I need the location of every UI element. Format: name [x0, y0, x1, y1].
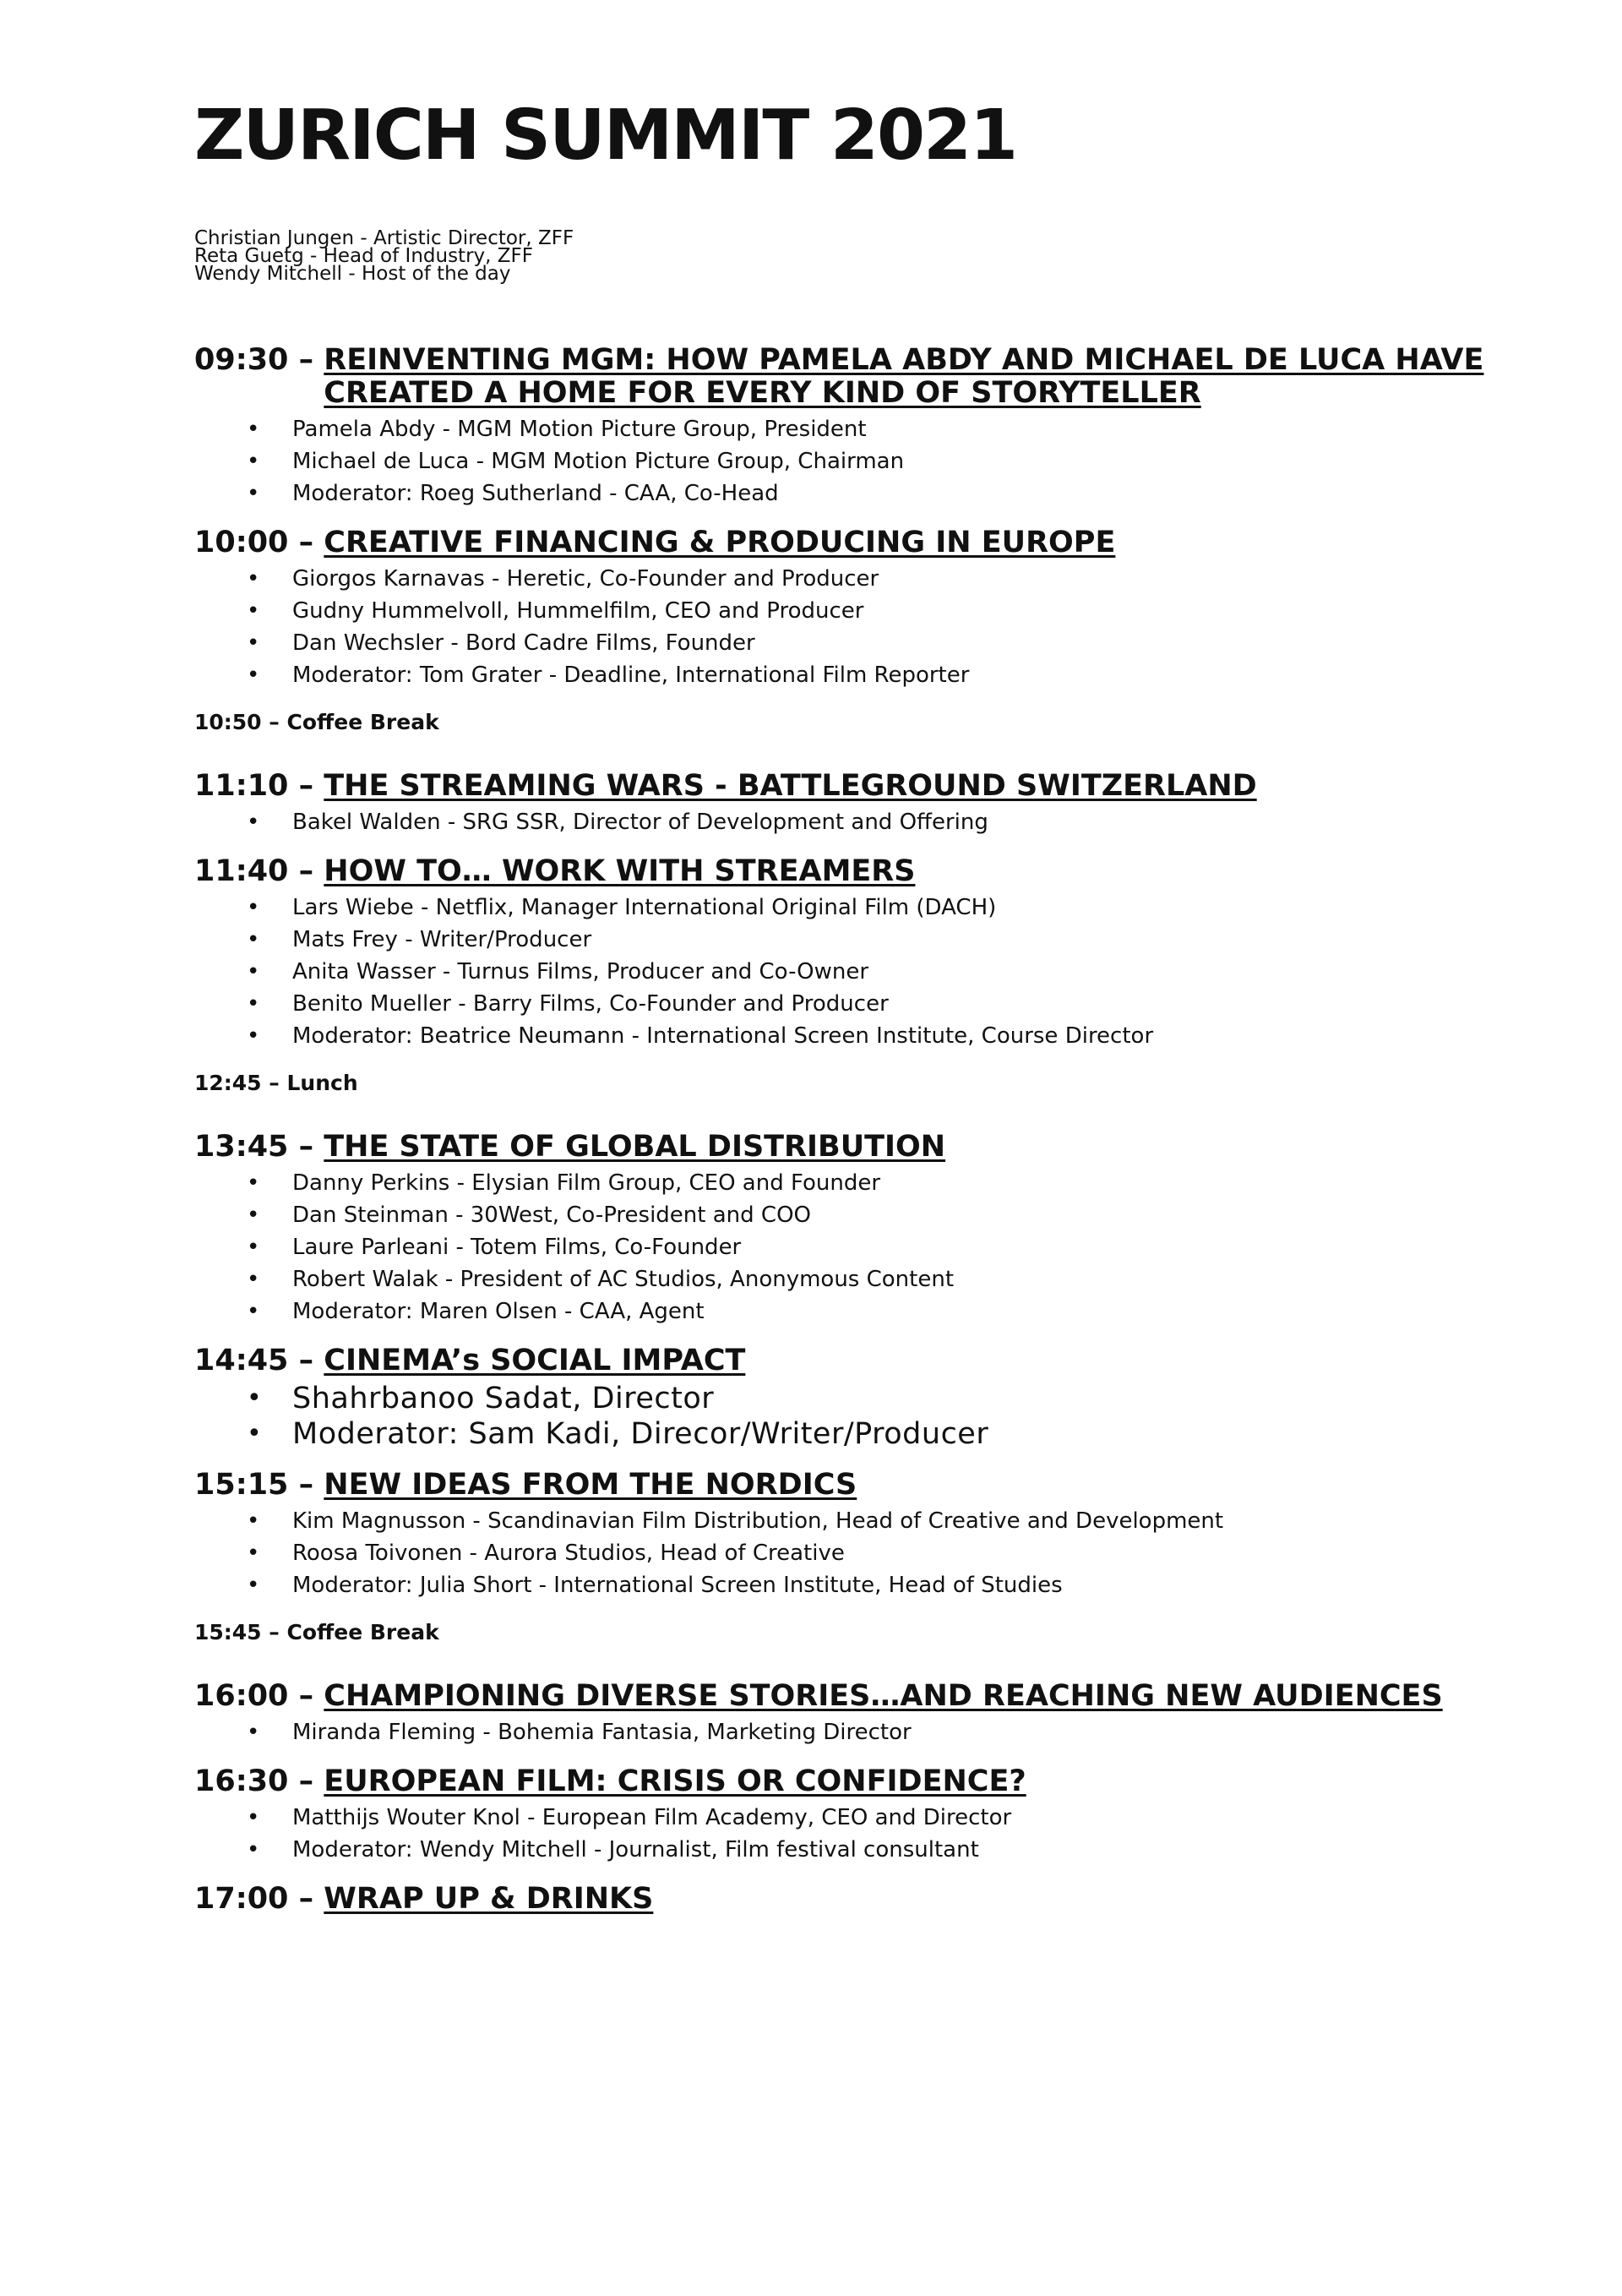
session-time: 15:15 — [194, 1468, 289, 1502]
session-title: CHAMPIONING DIVERSE STORIES…AND REACHING NEW AUDIENCES — [324, 1679, 1443, 1713]
time-separator: – — [288, 1344, 324, 1377]
hosts-block — [194, 227, 1512, 285]
speaker-list — [194, 1716, 1512, 1748]
speaker-item — [194, 477, 1512, 510]
speaker-item — [194, 1416, 1512, 1452]
session-title: WRAP UP & DRINKS — [324, 1882, 654, 1916]
session-heading — [194, 1765, 1512, 1798]
speaker-item — [194, 1020, 1512, 1052]
speaker-text: Michael de Luca - MGM Motion Picture Group, Chairman — [292, 449, 905, 474]
speaker-text: Gudny Hummelvoll, Hummelfilm, CEO and Producer — [292, 598, 864, 624]
session-title: REINVENTING MGM: HOW PAMELA ABDY AND MICHAEL DE LUCA HAVE CREATED A HOME FOR EVERY KIND OF STORYTELLER — [324, 343, 1484, 410]
session — [194, 1131, 1512, 1328]
session — [194, 1344, 1512, 1452]
time-separator: – — [288, 1679, 324, 1713]
time-separator: – — [288, 854, 324, 888]
bullet-icon: • — [247, 959, 260, 984]
speaker-text: Moderator: Tom Grater - Deadline, International Film Reporter — [292, 663, 970, 688]
break-line: 15:45 – Coffee Break — [194, 1620, 439, 1644]
bullet-icon: • — [247, 927, 260, 952]
speaker-list — [194, 806, 1512, 838]
speaker-text: Giorgos Karnavas - Heretic, Co-Founder and Producer — [292, 566, 879, 592]
speaker-text: Laure Parleani - Totem Films, Co-Founder — [292, 1235, 742, 1260]
bullet-icon: • — [247, 991, 260, 1017]
time-separator: – — [288, 526, 324, 559]
speaker-list — [194, 413, 1512, 510]
time-separator: – — [288, 1130, 324, 1164]
speaker-text: Matthijs Wouter Knol - European Film Academy, CEO and Director — [292, 1805, 1012, 1830]
summit-programme-page — [194, 95, 1512, 1933]
speaker-item — [194, 595, 1512, 627]
session-heading — [194, 1680, 1512, 1713]
speaker-text: Anita Wasser - Turnus Films, Producer and Co-Owner — [292, 959, 869, 984]
session — [194, 1680, 1512, 1748]
session-time: 17:00 — [194, 1882, 289, 1916]
session-title: HOW TO… WORK WITH STREAMERS — [324, 854, 916, 888]
speaker-item — [194, 413, 1512, 445]
session — [194, 344, 1512, 510]
speaker-text: Moderator: Julia Short - International Screen Institute, Head of Studies — [292, 1573, 1063, 1598]
bullet-icon: • — [247, 1837, 260, 1862]
speaker-item — [194, 956, 1512, 988]
session-time: 11:10 — [194, 769, 289, 803]
session-title: THE STATE OF GLOBAL DISTRIBUTION — [324, 1130, 946, 1164]
session — [194, 1469, 1512, 1601]
speaker-text: Benito Mueller - Barry Films, Co-Founder and Producer — [292, 991, 889, 1017]
session — [194, 526, 1512, 691]
time-separator: – — [288, 343, 324, 377]
session-heading — [194, 1131, 1512, 1164]
session — [194, 770, 1512, 838]
speaker-text: Moderator: Sam Kadi, Direcor/Writer/Producer — [292, 1417, 989, 1451]
speaker-item — [194, 892, 1512, 924]
time-separator: – — [288, 1764, 324, 1798]
speaker-item — [194, 627, 1512, 659]
bullet-icon: • — [247, 663, 260, 688]
bullet-icon: • — [247, 598, 260, 624]
bullet-icon: • — [247, 895, 260, 920]
speaker-text: Miranda Fleming - Bohemia Fantasia, Marketing Director — [292, 1720, 912, 1745]
speaker-text: Lars Wiebe - Netflix, Manager International Original Film (DACH) — [292, 895, 997, 920]
speaker-text: Mats Frey - Writer/Producer — [292, 927, 592, 952]
speaker-item — [194, 1199, 1512, 1231]
session-heading — [194, 344, 1512, 410]
session-heading — [194, 1883, 1512, 1916]
session-time: 16:30 — [194, 1764, 289, 1798]
speaker-item — [194, 1569, 1512, 1601]
session-title: THE STREAMING WARS - BATTLEGROUND SWITZERLAND — [324, 769, 1257, 803]
bullet-icon: • — [247, 1235, 260, 1260]
speaker-item — [194, 1802, 1512, 1834]
session-heading — [194, 1469, 1512, 1502]
bullet-icon: • — [247, 481, 260, 506]
speaker-item — [194, 806, 1512, 838]
speaker-text: Moderator: Beatrice Neumann - International Screen Institute, Course Director — [292, 1023, 1154, 1049]
bullet-icon: • — [247, 1299, 260, 1324]
speaker-text: Robert Walak - President of AC Studios, Anonymous Content — [292, 1267, 955, 1292]
speaker-text: Dan Wechsler - Bord Cadre Films, Founder — [292, 630, 755, 656]
host-line: Christian Jungen - Artistic Director, ZFF — [194, 227, 574, 249]
bullet-icon: • — [247, 1805, 260, 1830]
bullet-icon: • — [247, 1573, 260, 1598]
session-time: 09:30 — [194, 343, 289, 377]
speaker-item — [194, 1167, 1512, 1199]
speaker-item — [194, 1505, 1512, 1537]
speaker-list — [194, 1381, 1512, 1452]
bullet-icon: • — [247, 1508, 260, 1534]
speaker-text: Moderator: Roeg Sutherland - CAA, Co-Head — [292, 481, 779, 506]
speaker-text: Bakel Walden - SRG SSR, Director of Development and Offering — [292, 810, 988, 835]
break-line: 10:50 – Coffee Break — [194, 710, 439, 734]
session-heading — [194, 855, 1512, 888]
speaker-item — [194, 563, 1512, 595]
speaker-item — [194, 1716, 1512, 1748]
bullet-icon: • — [247, 1419, 263, 1448]
speaker-item — [194, 445, 1512, 477]
speaker-list — [194, 563, 1512, 691]
speaker-text: Moderator: Wendy Mitchell - Journalist, Film festival consultant — [292, 1837, 979, 1862]
speaker-item — [194, 1231, 1512, 1263]
bullet-icon: • — [247, 1023, 260, 1049]
speaker-text: Kim Magnusson - Scandinavian Film Distribution, Head of Creative and Development — [292, 1508, 1224, 1534]
speaker-list — [194, 892, 1512, 1052]
session-time: 14:45 — [194, 1344, 289, 1377]
session-title: NEW IDEAS FROM THE NORDICS — [324, 1468, 857, 1502]
speaker-item — [194, 1537, 1512, 1569]
host-line: Reta Guetg - Head of Industry, ZFF — [194, 245, 533, 267]
speaker-list — [194, 1505, 1512, 1601]
bullet-icon: • — [247, 810, 260, 835]
session-title: CINEMA’s SOCIAL IMPACT — [324, 1344, 746, 1377]
session-heading — [194, 770, 1512, 803]
speaker-item — [194, 1295, 1512, 1328]
speaker-item — [194, 659, 1512, 691]
session — [194, 855, 1512, 1052]
speaker-text: Shahrbanoo Sadat, Director — [292, 1382, 715, 1415]
bullet-icon: • — [247, 417, 260, 442]
session — [194, 1883, 1512, 1916]
session-time: 13:45 — [194, 1130, 289, 1164]
speaker-text: Roosa Toivonen - Aurora Studios, Head of Creative — [292, 1541, 845, 1566]
session-heading — [194, 1344, 1512, 1377]
speaker-item — [194, 1381, 1512, 1416]
document-title: ZURICH SUMMIT 2021 — [194, 95, 1017, 176]
bullet-icon: • — [247, 1170, 260, 1196]
session-title: EUROPEAN FILM: CRISIS OR CONFIDENCE? — [324, 1764, 1026, 1798]
bullet-icon: • — [247, 1720, 260, 1745]
time-separator: – — [288, 1882, 324, 1916]
session-title: CREATIVE FINANCING & PRODUCING IN EUROPE — [324, 526, 1116, 559]
bullet-icon: • — [247, 1267, 260, 1292]
speaker-text: Dan Steinman - 30West, Co-President and COO — [292, 1203, 812, 1228]
speaker-item — [194, 1834, 1512, 1866]
speaker-item — [194, 988, 1512, 1020]
schedule-list — [194, 344, 1512, 1916]
session — [194, 1765, 1512, 1866]
session-heading — [194, 526, 1512, 559]
speaker-list — [194, 1802, 1512, 1866]
bullet-icon: • — [247, 566, 260, 592]
bullet-icon: • — [247, 630, 260, 656]
host-line: Wendy Mitchell - Host of the day — [194, 263, 511, 285]
speaker-text: Moderator: Maren Olsen - CAA, Agent — [292, 1299, 705, 1324]
bullet-icon: • — [247, 1203, 260, 1228]
time-separator: – — [288, 769, 324, 803]
session-time: 10:00 — [194, 526, 289, 559]
time-separator: – — [288, 1468, 324, 1502]
bullet-icon: • — [247, 449, 260, 474]
speaker-item — [194, 1263, 1512, 1295]
speaker-list — [194, 1167, 1512, 1328]
bullet-icon: • — [247, 1541, 260, 1566]
session-time: 11:40 — [194, 854, 289, 888]
bullet-icon: • — [247, 1383, 263, 1413]
session-time: 16:00 — [194, 1679, 289, 1713]
speaker-text: Pamela Abdy - MGM Motion Picture Group, President — [292, 417, 867, 442]
speaker-item — [194, 924, 1512, 956]
speaker-text: Danny Perkins - Elysian Film Group, CEO and Founder — [292, 1170, 881, 1196]
break-line: 12:45 – Lunch — [194, 1071, 358, 1095]
